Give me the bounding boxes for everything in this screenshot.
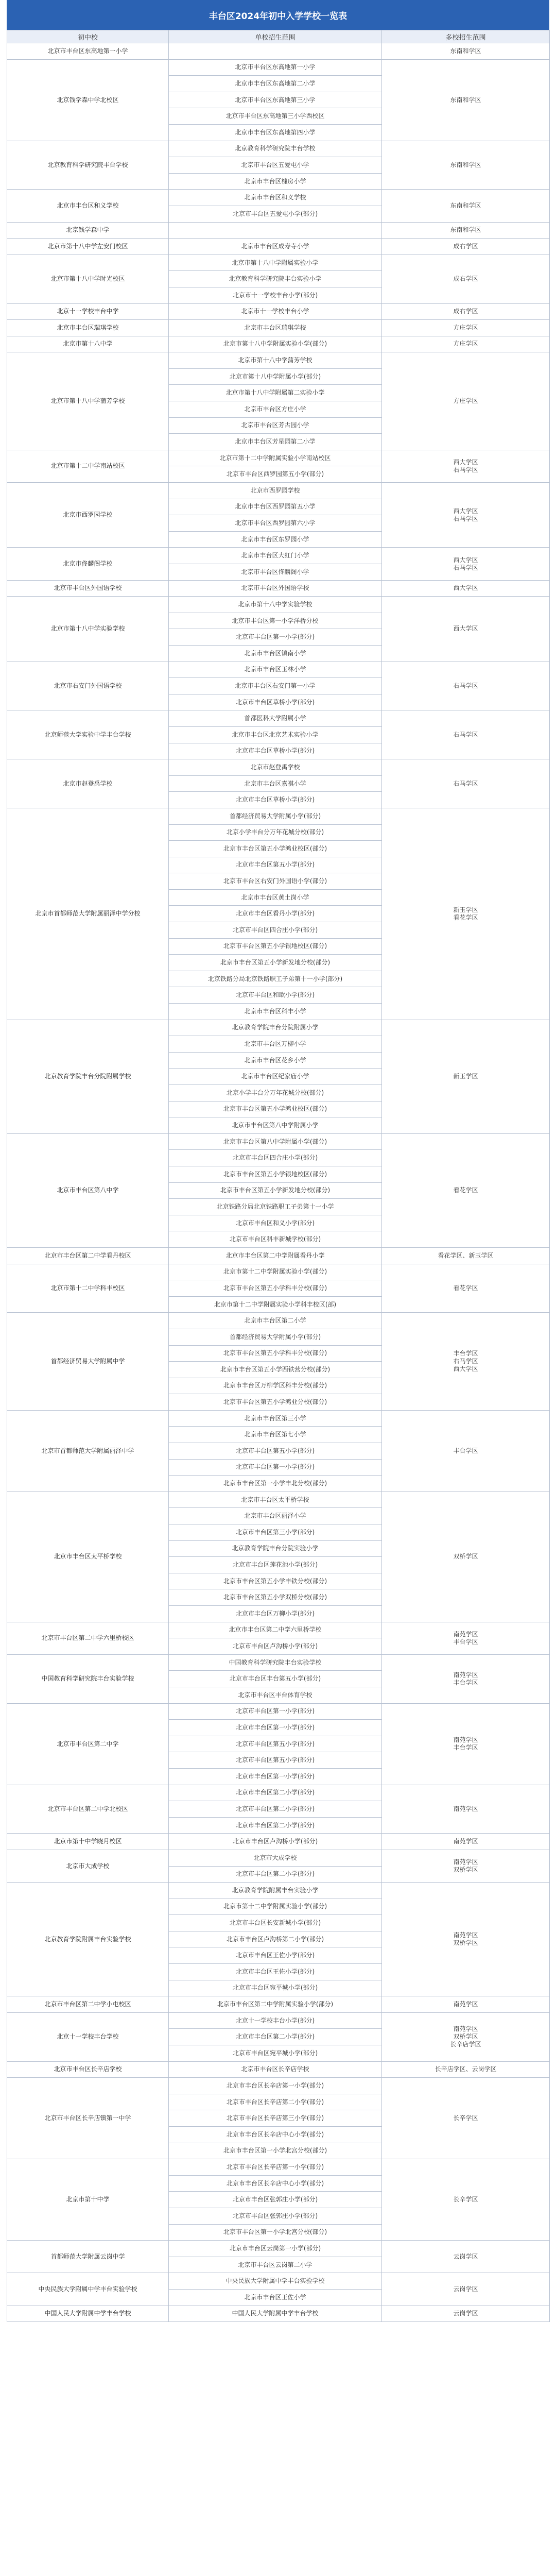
district-range: 长辛学区 <box>382 2078 550 2159</box>
primary-school-name: 北京市丰台区第三小学(部分) <box>169 1524 382 1541</box>
middle-school-name: 北京市首都师范大学附属丽泽中学分校 <box>7 808 169 1020</box>
middle-school-name: 北京市第十中学晓月校区 <box>7 1834 169 1850</box>
district-range: 南苑学区 <box>382 1834 550 1850</box>
table-row <box>7 2273 550 2290</box>
district-range: 西大学区 <box>382 580 550 597</box>
district-range: 成右学区 <box>382 239 550 255</box>
table-row <box>7 2241 550 2257</box>
middle-school-name: 北京市右安门外国语学校 <box>7 662 169 710</box>
primary-school-name: 北京市丰台区长安新城小学(部分) <box>169 1915 382 1931</box>
primary-school-name: 北京市大成学校 <box>169 1850 382 1866</box>
primary-school-name: 北京市丰台区第五小学(部分) <box>169 857 382 873</box>
primary-school-name: 北京市丰台区东高地第一小学 <box>169 59 382 76</box>
primary-school-name: 北京市丰台区第二中学附属看丹小学 <box>169 1247 382 1264</box>
district-range: 东南和学区 <box>382 190 550 222</box>
middle-school-name: 北京市丰台区第八中学 <box>7 1133 169 1247</box>
district-range: 成右学区 <box>382 303 550 320</box>
primary-school-name: 北京市十一学校丰台小学 <box>169 303 382 320</box>
primary-school-name: 北京市第十二中学附属实验小学科丰校区(部) <box>169 1296 382 1313</box>
table-row <box>7 1133 550 1150</box>
primary-school-name: 北京市丰台区西罗园第五小学(部分) <box>169 466 382 483</box>
primary-school-name: 北京市丰台区第五小学(部分) <box>169 1443 382 1460</box>
middle-school-name: 北京市佟麟阁学校 <box>7 548 169 580</box>
table-row <box>7 1247 550 1264</box>
district-range: 新玉学区 看花学区 <box>382 808 550 1020</box>
primary-school-name: 北京市丰台区科丰小学 <box>169 1004 382 1020</box>
primary-school-name: 北京市丰台区第五小学银地校区(部分) <box>169 1166 382 1182</box>
middle-school-name: 中央民族大学附属中学丰台实验学校 <box>7 2273 169 2306</box>
primary-school-name: 北京市丰台区槐房小学 <box>169 173 382 190</box>
primary-school-name: 北京市丰台区芳星园第二小学 <box>169 434 382 450</box>
district-range: 成右学区 <box>382 255 550 303</box>
header-single-range: 单校招生范围 <box>169 30 382 43</box>
primary-school-name: 北京市丰台区万柳学区科丰分校(部分) <box>169 1378 382 1394</box>
table-row <box>7 303 550 320</box>
table-row <box>7 1622 550 1638</box>
primary-school-name: 北京市丰台区第二小学(部分) <box>169 1817 382 1834</box>
table-row <box>7 43 550 60</box>
district-range: 南苑学区 <box>382 1996 550 2013</box>
table-row <box>7 580 550 597</box>
middle-school-name: 北京市第十二中学科丰校区 <box>7 1264 169 1313</box>
table-row <box>7 548 550 564</box>
table-row <box>7 2078 550 2094</box>
primary-school-name: 北京市丰台区嘉祺小学 <box>169 775 382 792</box>
table-body <box>7 43 550 2322</box>
primary-school-name: 北京市丰台区第二中学附属实验小学(部分) <box>169 1996 382 2013</box>
table-row <box>7 1996 550 2013</box>
middle-school-name: 北京市第十八中学左安门校区 <box>7 239 169 255</box>
primary-school-name: 北京教育科学研究院丰台学校 <box>169 141 382 157</box>
primary-school-name: 北京市丰台区大红门小学 <box>169 548 382 564</box>
primary-school-name: 北京市丰台区黄土岗小学 <box>169 889 382 906</box>
middle-school-name: 北京市大成学校 <box>7 1850 169 1882</box>
primary-school-name: 北京市第十八中学蒲芳学校 <box>169 352 382 369</box>
district-range: 南苑学区 双桥学区 长辛店学区 <box>382 2012 550 2061</box>
middle-school-name: 北京教育学院丰台分院附属学校 <box>7 1020 169 1133</box>
middle-school-name: 北京市丰台区第二中学北校区 <box>7 1785 169 1834</box>
primary-school-name: 北京市丰台区芳古园小学 <box>169 417 382 434</box>
primary-school-name: 北京市丰台区第一小学(部分) <box>169 1703 382 1720</box>
district-range: 丰台学区 右马学区 西大学区 <box>382 1313 550 1411</box>
primary-school-name: 北京市丰台区镇南小学 <box>169 645 382 662</box>
primary-school-name: 北京铁路分局北京铁路职工子弟第十一小学 <box>169 1199 382 1215</box>
middle-school-name: 北京市第十二中学南站校区 <box>7 450 169 482</box>
primary-school-name: 北京市丰台区第五小学鸿业分校(部分) <box>169 1394 382 1411</box>
middle-school-name: 北京市丰台区长辛店学校 <box>7 2061 169 2078</box>
primary-school-name: 中国人民大学附属中学丰台学校 <box>169 2306 382 2322</box>
primary-school-name: 北京市丰台区西罗园第六小学 <box>169 515 382 532</box>
primary-school-name: 北京市丰台区长辛店第一小学(部分) <box>169 2159 382 2176</box>
primary-school-name: 北京市丰台区第五小学科丰分校(部分) <box>169 1345 382 1362</box>
primary-school-name: 北京市第十八中学实验学校 <box>169 597 382 613</box>
school-table <box>7 30 550 2322</box>
table-row <box>7 1850 550 1866</box>
primary-school-name: 北京市丰台区第三小学 <box>169 1410 382 1427</box>
table-row <box>7 239 550 255</box>
primary-school-name: 北京市丰台区和欧小学(部分) <box>169 987 382 1004</box>
primary-school-name: 中国教育科学研究院丰台实验学校 <box>169 1654 382 1671</box>
primary-school-name: 北京市丰台区和义小学(部分) <box>169 1215 382 1231</box>
district-range: 右马学区 <box>382 759 550 808</box>
primary-school-name: 北京市第十八中学附属第二实验小学 <box>169 385 382 401</box>
table-row <box>7 2012 550 2029</box>
primary-school-name: 北京市丰台区第二中学六里桥学校 <box>169 1622 382 1638</box>
middle-school-name: 北京市第十中学 <box>7 2159 169 2241</box>
middle-school-name: 北京市丰台区太平桥学校 <box>7 1492 169 1622</box>
primary-school-name: 北京市丰台区第一小学(部分) <box>169 1768 382 1785</box>
primary-school-name: 北京市第十八中学附属实验小学(部分) <box>169 336 382 352</box>
middle-school-name: 北京十一学校丰台中学 <box>7 303 169 320</box>
table-header <box>7 30 550 43</box>
table-row <box>7 1834 550 1850</box>
primary-school-name: 北京市丰台区莲花池小学(部分) <box>169 1557 382 1573</box>
primary-school-name: 北京市西罗园学校 <box>169 483 382 499</box>
primary-school-name: 北京小学丰台分万年花城分校(部分) <box>169 1085 382 1101</box>
primary-school-name: 北京市丰台区第七小学 <box>169 1427 382 1443</box>
primary-school-name: 北京市丰台区第五小学双桥分校(部分) <box>169 1589 382 1606</box>
district-range: 东南和学区 <box>382 59 550 141</box>
primary-school-name: 北京教育科学研究院丰台实验小学 <box>169 271 382 287</box>
middle-school-name: 北京市第十八中学 <box>7 336 169 352</box>
primary-school-name: 北京市丰台区云岗第一小学(部分) <box>169 2241 382 2257</box>
primary-school-name: 北京市丰台区太平桥学校 <box>169 1492 382 1508</box>
primary-school-name <box>169 43 382 60</box>
primary-school-name: 北京市丰台区五爱屯小学(部分) <box>169 206 382 222</box>
middle-school-name: 北京市丰台区第二中学小屯校区 <box>7 1996 169 2013</box>
middle-school-name: 北京十一学校丰台学校 <box>7 2012 169 2061</box>
primary-school-name: 中央民族大学附属中学丰台实验学校 <box>169 2273 382 2290</box>
district-range: 方庄学区 <box>382 320 550 336</box>
primary-school-name: 首都医科大学附属小学 <box>169 710 382 727</box>
primary-school-name: 北京市丰台区右安门第一小学 <box>169 678 382 694</box>
primary-school-name: 北京市丰台区第二小学 <box>169 1313 382 1329</box>
middle-school-name: 首都师范大学附属云岗中学 <box>7 2241 169 2273</box>
district-range: 新玉学区 <box>382 1020 550 1133</box>
primary-school-name: 北京市第十二中学附属实验小学(部分) <box>169 1899 382 1915</box>
primary-school-name: 北京市丰台区张郭庄小学(部分) <box>169 2208 382 2224</box>
district-range: 南苑学区 丰台学区 <box>382 1654 550 1703</box>
middle-school-name: 北京市第十八中学实验学校 <box>7 597 169 662</box>
primary-school-name: 北京小学丰台分万年花城分校(部分) <box>169 824 382 841</box>
primary-school-name: 北京市丰台区王佐小学 <box>169 2289 382 2306</box>
primary-school-name: 北京市丰台区第五小学鸿业校区(部分) <box>169 1101 382 1117</box>
primary-school-name: 北京市丰台区第五小学西铁营分校(部分) <box>169 1362 382 1378</box>
middle-school-name: 北京钱学森中学 <box>7 222 169 239</box>
primary-school-name: 北京市丰台区第五小学新发地分校(部分) <box>169 1182 382 1199</box>
primary-school-name: 北京市丰台区第一小学丰北分校(部分) <box>169 1476 382 1492</box>
primary-school-name: 北京市丰台区卢沟桥第二小学(部分) <box>169 1931 382 1947</box>
district-range: 南苑学区 丰台学区 <box>382 1703 550 1785</box>
primary-school-name: 北京市丰台区宛平城小学(部分) <box>169 1980 382 1996</box>
middle-school-name: 北京教育学院附属丰台实验学校 <box>7 1883 169 1996</box>
district-range: 看花学区 <box>382 1133 550 1247</box>
primary-school-name: 北京市丰台区花乡小学 <box>169 1052 382 1069</box>
district-range: 丰台学区 <box>382 1410 550 1492</box>
district-range: 南苑学区 双桥学区 <box>382 1850 550 1882</box>
primary-school-name: 北京市丰台区长辛店中心小学(部分) <box>169 2175 382 2192</box>
primary-school-name: 北京市第十二中学附属实验小学南站校区 <box>169 450 382 466</box>
primary-school-name: 北京市丰台区瑞琪学校 <box>169 320 382 336</box>
table-row <box>7 320 550 336</box>
table-row <box>7 1492 550 1508</box>
primary-school-name: 北京市丰台区佟麟阁小学 <box>169 564 382 581</box>
table-row <box>7 450 550 466</box>
middle-school-name: 北京市丰台区和义学校 <box>7 190 169 222</box>
primary-school-name: 北京市丰台区四合庄小学(部分) <box>169 922 382 939</box>
district-range: 南苑学区 <box>382 1785 550 1834</box>
table-row <box>7 2159 550 2176</box>
primary-school-name: 北京市丰台区万柳小学(部分) <box>169 1606 382 1622</box>
middle-school-name: 北京市第十八中学时光校区 <box>7 255 169 303</box>
middle-school-name: 北京市丰台区外国语学校 <box>7 580 169 597</box>
district-range: 云岗学区 <box>382 2273 550 2306</box>
table-row <box>7 1654 550 1671</box>
district-range: 长辛学区 <box>382 2159 550 2241</box>
district-range: 看花学区 <box>382 1264 550 1313</box>
primary-school-name: 北京教育学院丰台分院附属小学 <box>169 1020 382 1036</box>
table-row <box>7 483 550 499</box>
table-row <box>7 222 550 239</box>
primary-school-name: 北京市丰台区四合庄小学(部分) <box>169 1150 382 1166</box>
primary-school-name: 北京市丰台区右安门外国语小学(部分) <box>169 873 382 890</box>
district-range: 看花学区、新玉学区 <box>382 1247 550 1264</box>
primary-school-name: 北京市丰台区草桥小学(部分) <box>169 694 382 710</box>
middle-school-name: 中国人民大学附属中学丰台学校 <box>7 2306 169 2322</box>
primary-school-name: 北京市丰台区丰台第五小学(部分) <box>169 1671 382 1687</box>
primary-school-name: 北京市第十八中学附属实验小学 <box>169 255 382 271</box>
table-row <box>7 597 550 613</box>
primary-school-name: 北京市丰台区宛平城小学(部分) <box>169 2045 382 2062</box>
primary-school-name: 北京市丰台区第八中学附属小学 <box>169 1117 382 1134</box>
primary-school-name: 北京市丰台区西罗园第五小学 <box>169 499 382 515</box>
primary-school-name: 北京市丰台区方庄小学 <box>169 401 382 418</box>
primary-school-name: 北京市丰台区第二小学(部分) <box>169 2029 382 2045</box>
table-row <box>7 1883 550 1899</box>
middle-school-name: 北京师范大学实验中学丰台学校 <box>7 710 169 759</box>
primary-school-name: 北京市第十二中学附属实验小学(部分) <box>169 1264 382 1280</box>
table-row <box>7 352 550 369</box>
district-range: 云岗学区 <box>382 2241 550 2273</box>
primary-school-name: 北京市丰台区第一小学(部分) <box>169 629 382 646</box>
primary-school-name: 北京市丰台区东罗园小学 <box>169 531 382 548</box>
primary-school-name: 首都经济贸易大学附属小学(部分) <box>169 808 382 824</box>
district-range: 东南和学区 <box>382 43 550 60</box>
primary-school-name: 北京市丰台区第五小学鸿业校区(部分) <box>169 841 382 857</box>
middle-school-name: 首都经济贸易大学附属中学 <box>7 1313 169 1411</box>
primary-school-name: 北京市第十八中学附属小学(部分) <box>169 368 382 385</box>
primary-school-name: 北京市丰台区草桥小学(部分) <box>169 743 382 759</box>
primary-school-name: 北京市丰台区外国语学校 <box>169 580 382 597</box>
primary-school-name: 北京市丰台区第一小学北宫分校(部分) <box>169 2224 382 2241</box>
middle-school-name: 北京市丰台区第二中学六里桥校区 <box>7 1622 169 1654</box>
primary-school-name: 北京市丰台区东高地第三小学西校区 <box>169 108 382 125</box>
district-range: 东南和学区 <box>382 222 550 239</box>
middle-school-name: 北京市丰台区东高地第一小学 <box>7 43 169 60</box>
primary-school-name: 北京市丰台区东高地第二小学 <box>169 76 382 92</box>
primary-school-name: 北京市丰台区成寿寺小学 <box>169 239 382 255</box>
table-row <box>7 1703 550 1720</box>
district-range: 右马学区 <box>382 710 550 759</box>
primary-school-name: 北京市丰台区云岗第二小学 <box>169 2257 382 2273</box>
district-range: 方庄学区 <box>382 336 550 352</box>
district-range: 双桥学区 <box>382 1492 550 1622</box>
table-row <box>7 808 550 824</box>
primary-school-name: 北京市丰台区长辛店第二小学(部分) <box>169 2094 382 2110</box>
middle-school-name: 北京市第十八中学蒲芳学校 <box>7 352 169 450</box>
primary-school-name: 北京市丰台区东高地第四小学 <box>169 124 382 141</box>
primary-school-name: 北京市丰台区长辛店学校 <box>169 2061 382 2078</box>
table-row <box>7 190 550 206</box>
middle-school-name: 北京市西罗园学校 <box>7 483 169 548</box>
middle-school-name: 北京市丰台区长辛店镇第一中学 <box>7 2078 169 2159</box>
primary-school-name: 北京市丰台区第五小学新发地分校(部分) <box>169 955 382 971</box>
primary-school-name: 北京市十一学校丰台小学(部分) <box>169 287 382 303</box>
primary-school-name: 北京市丰台区丰台体育学校 <box>169 1687 382 1703</box>
district-range: 西大学区 <box>382 597 550 662</box>
primary-school-name: 北京市丰台区第一小学北宫分校(部分) <box>169 2143 382 2159</box>
middle-school-name: 北京钱学森中学北校区 <box>7 59 169 141</box>
primary-school-name: 北京市丰台区第一小学(部分) <box>169 1459 382 1476</box>
primary-school-name: 北京市丰台区万柳小学 <box>169 1036 382 1053</box>
district-range: 南苑学区 双桥学区 <box>382 1883 550 1996</box>
primary-school-name: 北京市丰台区卢沟桥小学(部分) <box>169 1638 382 1655</box>
district-range: 东南和学区 <box>382 141 550 190</box>
table-row <box>7 1264 550 1280</box>
table-row <box>7 336 550 352</box>
table-row <box>7 1020 550 1036</box>
table-row <box>7 1785 550 1801</box>
primary-school-name: 北京市丰台区第五小学(部分) <box>169 1736 382 1752</box>
table-row <box>7 662 550 678</box>
primary-school-name: 北京市丰台区玉林小学 <box>169 662 382 678</box>
district-range: 云岗学区 <box>382 2306 550 2322</box>
primary-school-name: 北京市丰台区长辛店第一小学(部分) <box>169 2078 382 2094</box>
primary-school-name: 北京市丰台区北京艺术实验小学 <box>169 726 382 743</box>
primary-school-name: 首都经济贸易大学附属小学(部分) <box>169 1329 382 1345</box>
primary-school-name: 北京市丰台区看丹小学(部分) <box>169 906 382 922</box>
district-range: 南苑学区 丰台学区 <box>382 1622 550 1654</box>
primary-school-name: 北京市丰台区第五小学丰铁分校(部分) <box>169 1573 382 1589</box>
primary-school-name: 北京市丰台区第一小学(部分) <box>169 1720 382 1736</box>
middle-school-name: 北京市丰台区瑞琪学校 <box>7 320 169 336</box>
primary-school-name: 北京市丰台区第二小学(部分) <box>169 1785 382 1801</box>
primary-school-name: 北京铁路分局北京铁路职工子弟第十一小学(部分) <box>169 971 382 987</box>
table-row <box>7 710 550 727</box>
table-row <box>7 759 550 776</box>
primary-school-name: 北京市丰台区第五小学科丰分校(部分) <box>169 1280 382 1297</box>
primary-school-name: 北京市丰台区长辛店第三小学(部分) <box>169 2110 382 2127</box>
primary-school-name: 北京教育学院附属丰台实验小学 <box>169 1883 382 1899</box>
table-row <box>7 1410 550 1427</box>
primary-school-name: 北京市丰台区王佐小学(部分) <box>169 1964 382 1980</box>
primary-school-name: 北京市丰台区第五小学(部分) <box>169 1752 382 1769</box>
middle-school-name: 北京市赵登禹学校 <box>7 759 169 808</box>
district-range: 长辛店学区、云岗学区 <box>382 2061 550 2078</box>
primary-school-name: 北京市丰台区第五小学银地校区(部分) <box>169 938 382 955</box>
district-range: 西大学区 右马学区 <box>382 548 550 580</box>
table-row <box>7 2061 550 2078</box>
primary-school-name: 北京市丰台区第二小学(部分) <box>169 1866 382 1883</box>
table-row <box>7 141 550 157</box>
primary-school-name: 北京十一学校丰台小学(部分) <box>169 2012 382 2029</box>
primary-school-name: 北京市丰台区第一小学洋桥分校 <box>169 613 382 629</box>
primary-school-name: 北京市丰台区长辛店中心小学(部分) <box>169 2127 382 2143</box>
primary-school-name: 北京市丰台区第二小学(部分) <box>169 1801 382 1818</box>
primary-school-name: 北京市丰台区第八中学附属小学(部分) <box>169 1133 382 1150</box>
header-middle-school: 初中校 <box>7 30 169 43</box>
header-multi-range: 多校招生范围 <box>382 30 550 43</box>
middle-school-name: 北京市首都师范大学附属丽泽中学 <box>7 1410 169 1492</box>
district-range: 西大学区 右马学区 <box>382 483 550 548</box>
district-range: 右马学区 <box>382 662 550 710</box>
page-title: 丰台区2024年初中入学学校一览表 <box>7 0 549 30</box>
district-range: 西大学区 右马学区 <box>382 450 550 482</box>
primary-school-name: 北京市丰台区科丰新城学校(部分) <box>169 1231 382 1248</box>
primary-school-name: 北京市丰台区张郭庄小学(部分) <box>169 2192 382 2208</box>
table-row <box>7 2306 550 2322</box>
primary-school-name: 北京市丰台区五爱屯小学 <box>169 157 382 174</box>
primary-school-name: 北京市丰台区东高地第三小学 <box>169 92 382 108</box>
middle-school-name: 北京市丰台区第二中学看丹校区 <box>7 1247 169 1264</box>
table-row <box>7 59 550 76</box>
middle-school-name: 北京教育科学研究院丰台学校 <box>7 141 169 190</box>
primary-school-name: 北京市丰台区草桥小学(部分) <box>169 792 382 808</box>
district-range: 方庄学区 <box>382 352 550 450</box>
primary-school-name: 北京市丰台区王佐小学(部分) <box>169 1947 382 1964</box>
primary-school-name: 北京市赵登禹学校 <box>169 759 382 776</box>
primary-school-name: 北京市丰台区丽泽小学 <box>169 1508 382 1524</box>
primary-school-name: 北京市丰台区纪家庙小学 <box>169 1069 382 1085</box>
primary-school-name: 北京市丰台区卢沟桥小学(部分) <box>169 1834 382 1850</box>
table-row <box>7 1313 550 1329</box>
table-row <box>7 255 550 271</box>
primary-school-name: 北京教育学院丰台分院实验小学 <box>169 1540 382 1557</box>
middle-school-name: 中国教育科学研究院丰台实验学校 <box>7 1654 169 1703</box>
primary-school-name: 北京市丰台区和义学校 <box>169 190 382 206</box>
primary-school-name <box>169 222 382 239</box>
middle-school-name: 北京市丰台区第二中学 <box>7 1703 169 1785</box>
